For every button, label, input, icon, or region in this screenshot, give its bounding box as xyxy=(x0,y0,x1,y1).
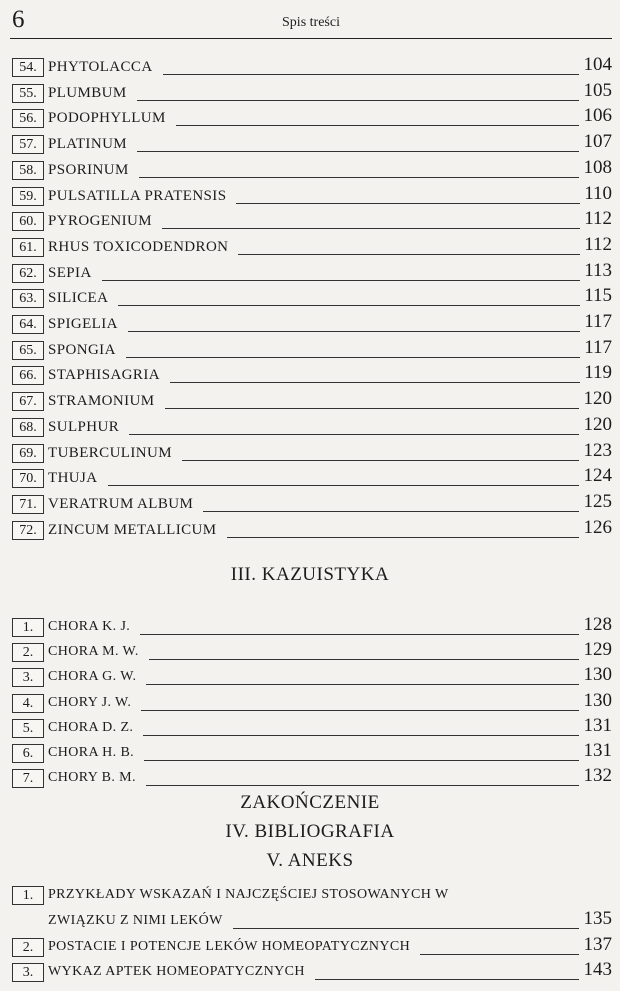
leader-line xyxy=(238,254,580,255)
entry-page-number: 120 xyxy=(583,388,612,410)
heading-bibliografia: IV. BIBLIOGRAFIA xyxy=(225,821,395,842)
entry-number-box: 1. xyxy=(12,618,44,637)
entry-page-number: 104 xyxy=(583,54,612,75)
entry-page-number: 107 xyxy=(583,131,612,153)
leader-line xyxy=(182,460,579,461)
entry-page-number: 131 xyxy=(583,740,612,761)
entry-number-box: 68. xyxy=(12,418,44,437)
toc-entry xyxy=(12,714,612,741)
entry-number-box: 64. xyxy=(12,315,44,334)
toc-entry xyxy=(12,490,612,517)
entry-page-number: 130 xyxy=(583,689,612,711)
toc-entry xyxy=(12,666,612,690)
leader-line xyxy=(149,659,579,660)
entry-title: CHORA G. W. xyxy=(48,669,137,685)
entry-number-box: 56. xyxy=(12,109,44,128)
toc-entry xyxy=(12,133,612,157)
leader-line xyxy=(146,785,579,786)
entry-title: SPIGELIA xyxy=(48,316,118,332)
entry-number-box: 2. xyxy=(12,643,44,662)
leader-line xyxy=(236,203,580,204)
toc-entry xyxy=(12,259,612,286)
entry-page-number: 117 xyxy=(584,311,612,332)
entry-title: SPONGIA xyxy=(48,341,116,358)
toc-entry xyxy=(12,413,612,440)
entry-number-box: 72. xyxy=(12,521,44,540)
entry-page-number: 112 xyxy=(584,208,612,230)
entry-title: TUBERCULINUM xyxy=(48,444,172,461)
header-rule xyxy=(10,38,612,39)
entry-number-box: 67. xyxy=(12,392,44,411)
entry-number-box: 3. xyxy=(12,668,44,687)
toc-entry xyxy=(12,516,612,543)
entry-page-number: 129 xyxy=(583,639,612,661)
entry-page-number: 108 xyxy=(583,156,612,178)
entry-number-box: 71. xyxy=(12,495,44,514)
toc-entry xyxy=(12,390,612,414)
entry-title: POSTACIE I POTENCJE LEKÓW HOMEOPATYCZNYCH xyxy=(48,939,411,954)
entry-page-number: 113 xyxy=(584,259,612,281)
entry-number-box: 59. xyxy=(12,187,44,206)
leader-line xyxy=(118,305,580,306)
entry-page-number: 105 xyxy=(583,79,612,101)
leader-line xyxy=(170,382,580,383)
heading-zakonczenie: ZAKOŃCZENIE xyxy=(240,792,380,813)
entry-page-number: 143 xyxy=(583,959,612,980)
leader-line xyxy=(126,357,580,358)
toc-entry xyxy=(12,364,612,388)
entry-title: PODOPHYLLUM xyxy=(48,110,166,127)
toc-entry xyxy=(12,107,612,131)
leader-line xyxy=(137,151,579,152)
entry-number-box: 69. xyxy=(12,444,44,463)
toc-entry xyxy=(12,182,612,209)
entry-number-box: 5. xyxy=(12,719,44,738)
leader-line xyxy=(176,125,579,126)
entry-page-number: 135 xyxy=(583,908,612,929)
entry-page-number: 132 xyxy=(583,765,612,787)
heading-aneks: V. ANEKS xyxy=(266,850,354,871)
entry-title: CHORA M. W. xyxy=(48,644,139,660)
leader-line xyxy=(165,408,579,409)
page-header xyxy=(10,6,612,40)
entry-number-box: 1. xyxy=(12,886,44,905)
toc-entry xyxy=(12,742,612,766)
entry-page-number: 128 xyxy=(583,614,612,635)
leader-line xyxy=(143,735,579,736)
leader-line xyxy=(129,434,579,435)
leader-line xyxy=(140,634,579,635)
toc-entry xyxy=(12,156,612,183)
entry-title: CHORY B. M. xyxy=(48,770,136,786)
entry-page-number: 119 xyxy=(584,362,612,384)
leader-line xyxy=(162,228,580,229)
toc-entry xyxy=(12,210,612,234)
entry-number-box: 58. xyxy=(12,161,44,180)
entry-number-box: 6. xyxy=(12,744,44,763)
leader-line xyxy=(139,177,579,178)
toc-entry xyxy=(12,79,612,106)
entry-page-number: 130 xyxy=(583,664,612,686)
leader-line xyxy=(108,485,579,486)
entry-title: PLUMBUM xyxy=(48,84,127,101)
toc-entry xyxy=(12,689,612,716)
leader-line xyxy=(137,100,579,101)
entry-page-number: 123 xyxy=(583,439,612,461)
entry-title: PHYTOLACCA xyxy=(48,59,153,75)
entry-title: CHORA D. Z. xyxy=(48,719,134,735)
entry-page-number: 120 xyxy=(583,413,612,435)
entry-number-box: 65. xyxy=(12,341,44,360)
toc-entry xyxy=(12,439,612,466)
entry-page-number: 125 xyxy=(583,490,612,512)
leader-line xyxy=(233,928,579,929)
entry-title: RHUS TOXICODENDRON xyxy=(48,238,229,255)
entry-title: CHORY J. W. xyxy=(48,694,132,710)
toc-entry-line1 xyxy=(12,884,612,908)
toc-entry xyxy=(12,936,612,960)
toc-entry xyxy=(12,767,612,791)
entry-page-number: 137 xyxy=(583,934,612,955)
entry-title: CHORA H. B. xyxy=(48,745,135,760)
entry-title: PSORINUM xyxy=(48,161,129,178)
entry-number-box: 2. xyxy=(12,938,44,957)
entry-page-number: 124 xyxy=(583,465,612,487)
entry-title-line1: PRZYKŁADY WSKAZAŃ I NAJCZĘŚCIEJ STOSOWANYCH W xyxy=(48,887,449,902)
entry-page-number: 106 xyxy=(583,105,612,127)
entry-number-box: 60. xyxy=(12,212,44,231)
leader-line xyxy=(163,74,579,75)
entry-title: PYROGENIUM xyxy=(48,213,153,230)
toc-entry xyxy=(12,56,612,80)
entry-number-box: 57. xyxy=(12,135,44,154)
leader-line xyxy=(227,537,579,538)
entry-page-number: 117 xyxy=(584,336,612,358)
leader-line xyxy=(102,280,580,281)
entry-page-number: 112 xyxy=(584,233,612,255)
entry-number-box: 3. xyxy=(12,963,44,982)
entry-number-box: 66. xyxy=(12,366,44,385)
toc-entry xyxy=(12,467,612,491)
entry-number-box: 70. xyxy=(12,469,44,488)
toc-entry xyxy=(12,961,612,985)
leader-line xyxy=(144,760,579,761)
toc-entry xyxy=(12,641,612,665)
entry-title: ZINCUM METALLICUM xyxy=(48,521,217,538)
toc-entry xyxy=(12,287,612,311)
toc-entry xyxy=(12,910,612,934)
entry-page-number: 110 xyxy=(584,182,612,204)
entry-number-box: 62. xyxy=(12,264,44,283)
leader-line xyxy=(128,331,580,332)
entry-title: PLATINUM xyxy=(48,136,128,153)
toc-entry xyxy=(12,313,612,337)
entry-number-box: 61. xyxy=(12,238,44,257)
entry-title: VERATRUM ALBUM xyxy=(48,495,194,512)
entry-number-box: 7. xyxy=(12,769,44,788)
entry-title: ZWIĄZKU Z NIMI LEKÓW xyxy=(48,913,223,928)
leader-line xyxy=(146,684,579,685)
entry-title: SULPHUR xyxy=(48,418,120,435)
entry-number-box: 54. xyxy=(12,58,44,77)
entry-number-box: 63. xyxy=(12,289,44,308)
leader-line xyxy=(315,979,579,980)
entry-number-box: 4. xyxy=(12,694,44,713)
entry-title: WYKAZ APTEK HOMEOPATYCZNYCH xyxy=(48,964,305,979)
entry-number-box: 55. xyxy=(12,84,44,103)
entry-title: SEPIA xyxy=(48,264,92,281)
leader-line xyxy=(203,511,579,512)
entry-title: PULSATILLA PRATENSIS xyxy=(48,187,227,204)
leader-line xyxy=(420,954,579,955)
page-number: 6 xyxy=(12,6,25,33)
entry-title: STRAMONIUM xyxy=(48,393,155,410)
leader-line xyxy=(141,710,579,711)
toc-entry xyxy=(12,336,612,363)
section-heading-kazuistyka: III. KAZUISTYKA xyxy=(230,564,390,585)
entry-title: STAPHISAGRIA xyxy=(48,367,160,384)
toc-entry xyxy=(12,616,612,640)
entry-title: CHORA K. J. xyxy=(48,619,131,634)
entry-page-number: 131 xyxy=(583,714,612,736)
entry-page-number: 126 xyxy=(583,516,612,538)
entry-page-number: 115 xyxy=(584,285,612,307)
entry-title: THUJA xyxy=(48,470,98,487)
toc-entry xyxy=(12,233,612,260)
entry-title: SILICEA xyxy=(48,290,109,307)
running-head: Spis treści xyxy=(282,15,340,30)
